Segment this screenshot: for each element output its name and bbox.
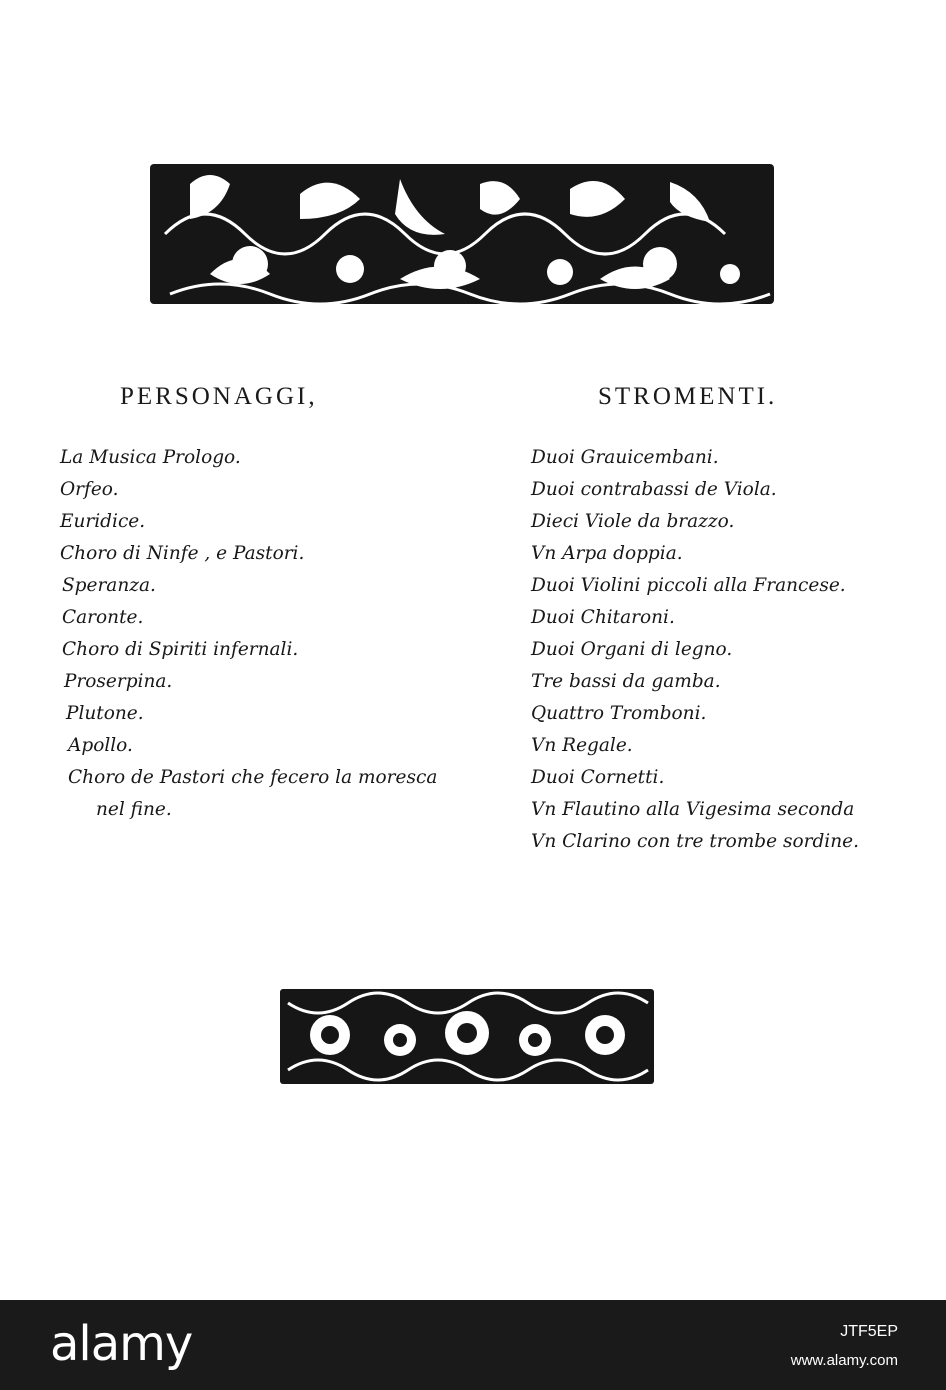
instrument-item: Duoi Violini piccoli alla Francese. <box>531 575 846 596</box>
character-item: Euridice. <box>60 511 146 532</box>
instrument-item: Dieci Viole da brazzo. <box>531 511 735 532</box>
character-item: Choro de Pastori che fecero la moresca <box>68 767 438 788</box>
bottom-woodcut-ornament <box>280 985 654 1088</box>
character-item: Choro di Spiriti infernali. <box>62 639 299 660</box>
instrument-item: Vn Flautino alla Vigesima seconda <box>531 799 855 820</box>
character-item: Orfeo. <box>60 479 119 500</box>
instrument-item: Duoi Organi di legno. <box>531 639 733 660</box>
character-item: Proserpina. <box>64 671 173 692</box>
personaggi-heading: PERSONAGGI, <box>120 383 318 410</box>
character-item: La Musica Prologo. <box>60 447 241 468</box>
instrument-item: Tre bassi da gamba. <box>531 671 721 692</box>
site-url: www.alamy.com <box>790 1352 898 1369</box>
watermark-footer <box>0 1300 946 1390</box>
brand-wordmark: alamy <box>50 1316 193 1372</box>
instrument-item: Duoi Chitaroni. <box>531 607 675 628</box>
image-id: JTF5EP <box>840 1323 898 1340</box>
character-item: Apollo. <box>68 735 133 756</box>
instrument-item: Duoi Cornetti. <box>531 767 665 788</box>
character-item: Caronte. <box>62 607 144 628</box>
character-item: Plutone. <box>66 703 144 724</box>
instrument-item: Vn Regale. <box>531 735 633 756</box>
instrument-item: Vn Arpa doppia. <box>531 543 683 564</box>
instrument-item: Vn Clarino con tre trombe sordine. <box>531 831 859 852</box>
instrument-item: Duoi Grauicembani. <box>531 447 719 468</box>
instrument-item: Quattro Tromboni. <box>531 703 707 724</box>
character-item: Speranza. <box>62 575 156 596</box>
character-item: nel fine. <box>96 799 172 820</box>
instrument-item: Duoi contrabassi de Viola. <box>531 479 777 500</box>
stromenti-heading: STROMENTI. <box>598 383 778 410</box>
top-woodcut-ornament <box>150 154 774 314</box>
character-item: Choro di Ninfe , e Pastori. <box>60 543 305 564</box>
